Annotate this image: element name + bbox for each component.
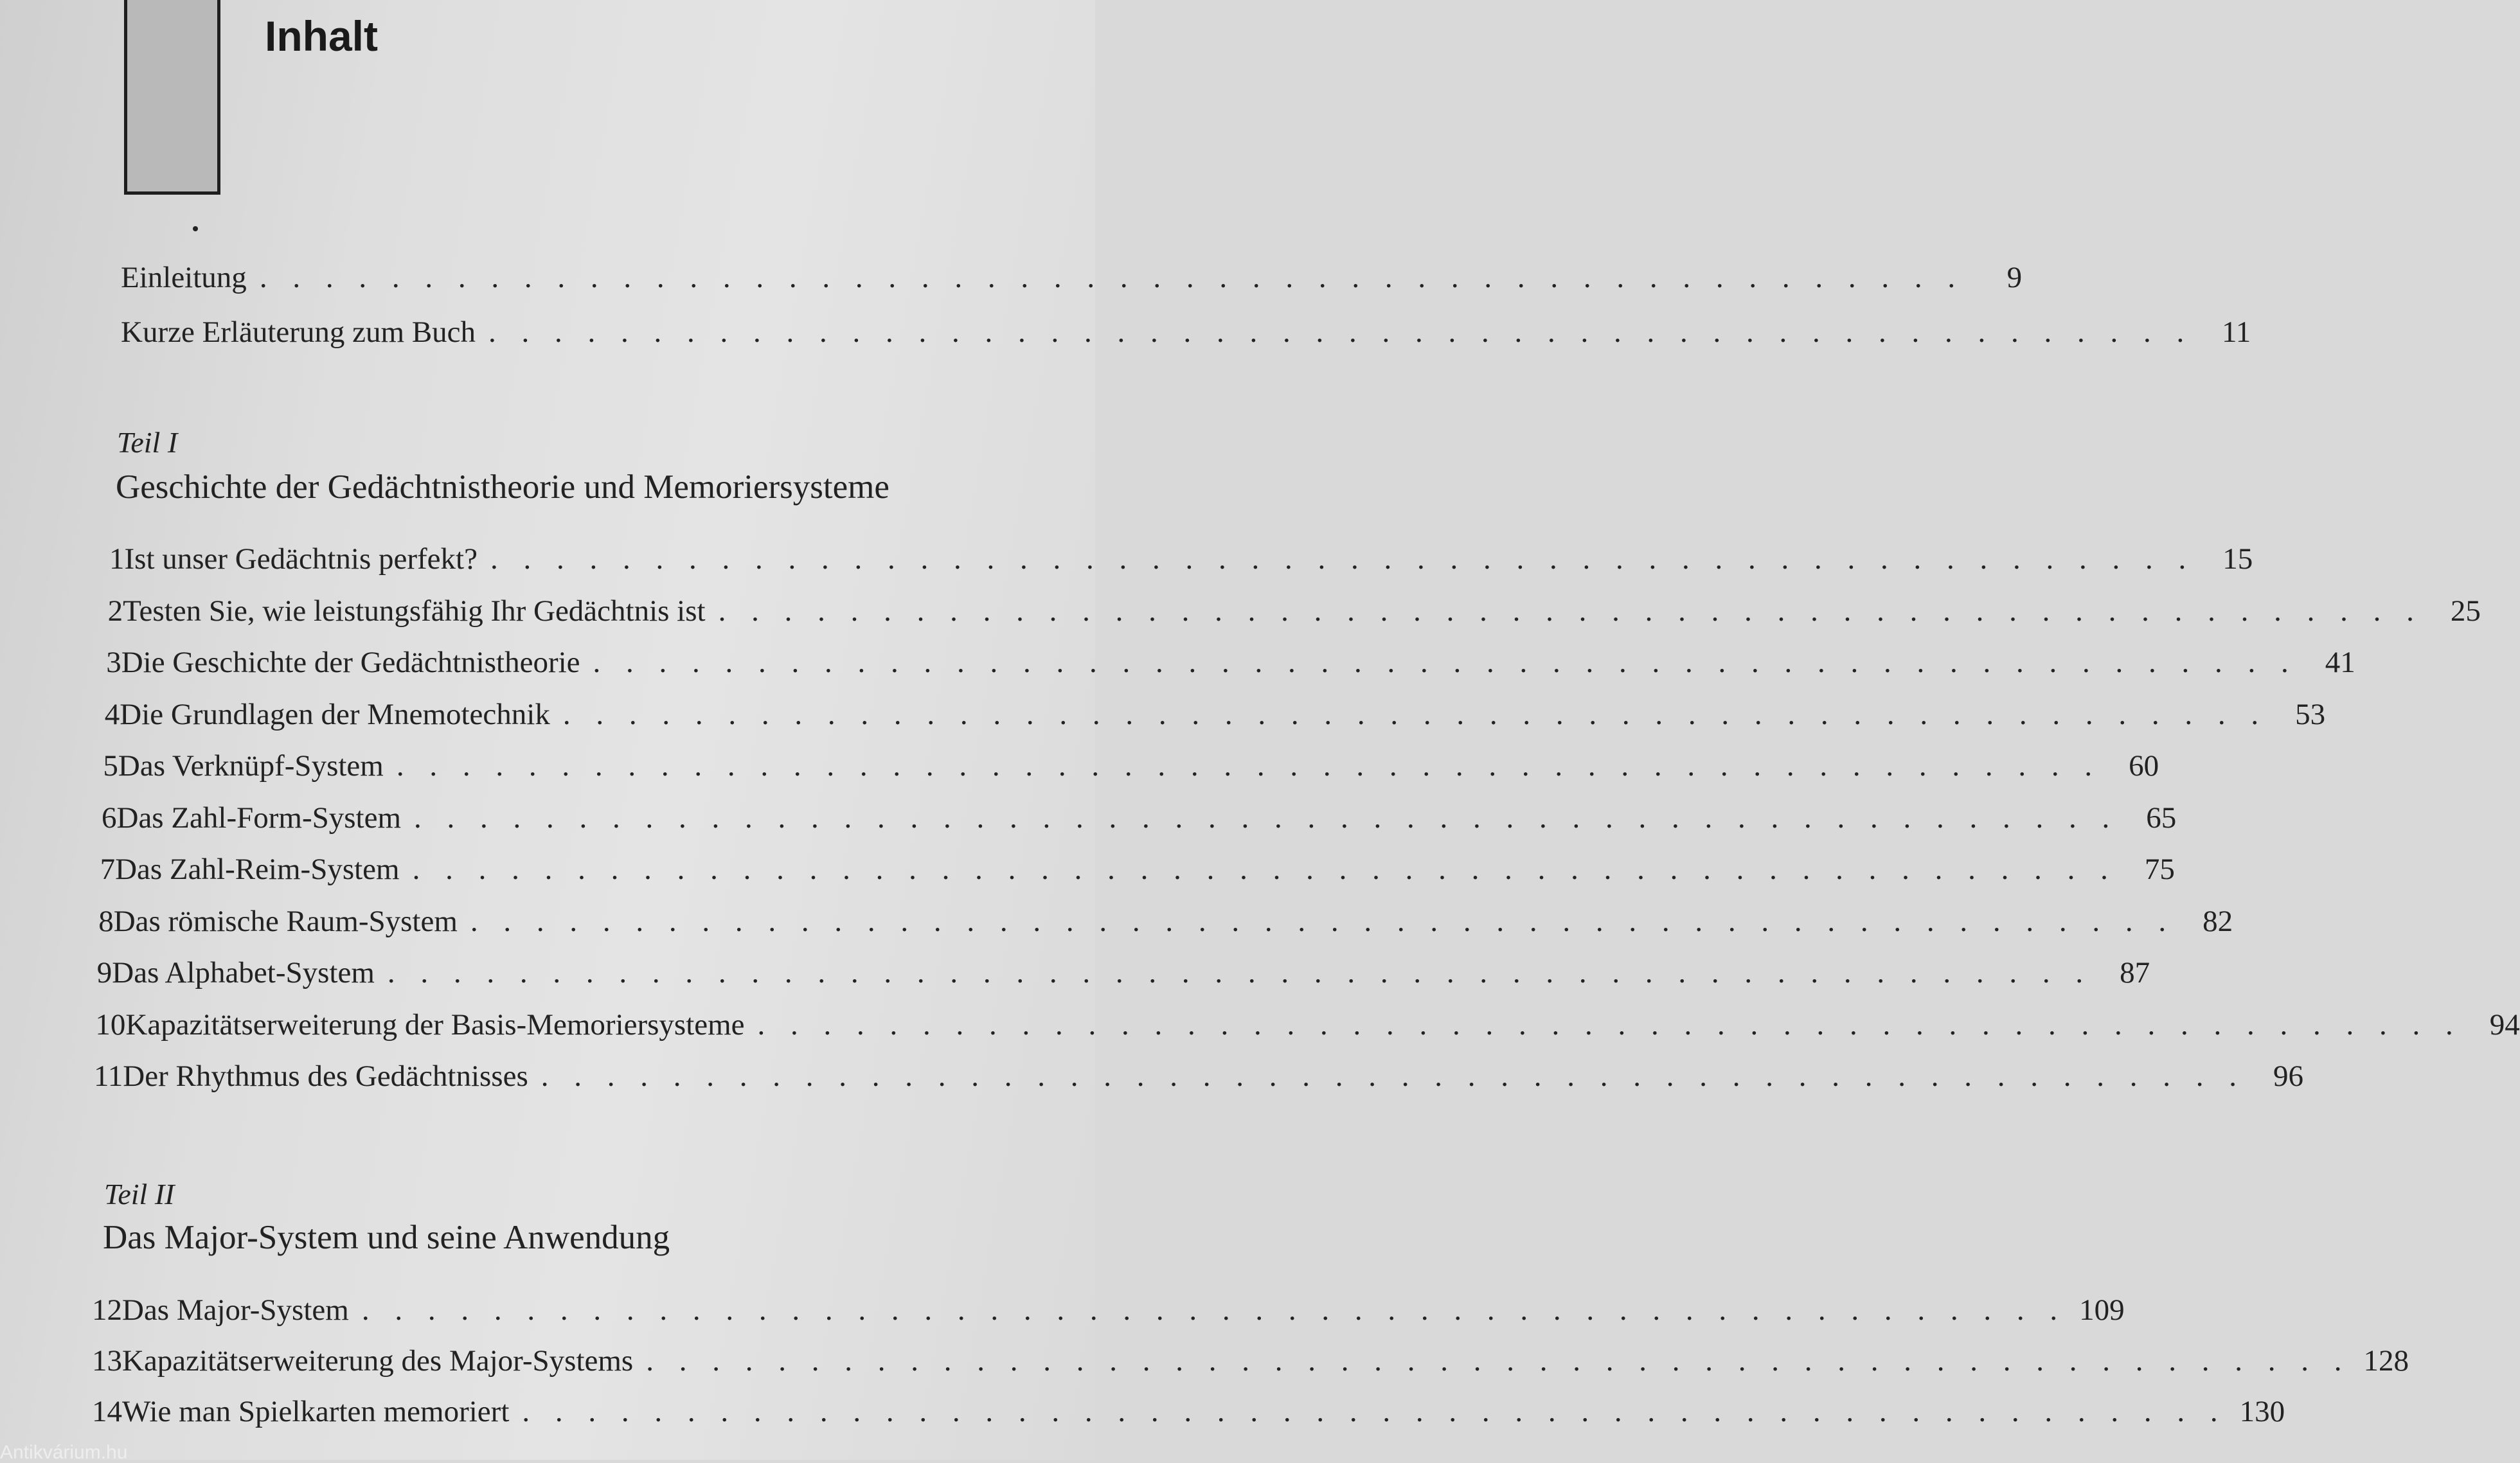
chapter-number: 10 [95,1007,126,1042]
chapter-number: 13 [92,1344,122,1378]
chapter-title: Das Zahl-Reim-System [115,853,400,886]
chapter-page: 25 [2450,594,2481,628]
toc-chapter-row [100,852,2175,887]
part-title: Das Major-System und seine Anwendung [103,1219,670,1256]
leader-dots: . . . . . . . . . . . . . . . . . . . . . . . . . . . . . . . . . . . . . . . . . . . . . . . . . . . . [490,542,2195,576]
part-title: Geschichte der Gedächtnistheorie und Memoriersysteme [116,468,889,506]
toc-entry [121,315,2251,350]
toc-chapter-row [104,697,2326,732]
leader-dots: . . . . . . . . . . . . . . . . . . . . . . . . . . . . . . . . . . . . . . . . . . . . . . . . . . . . [562,697,2268,731]
chapter-title: Wie man Spielkarten memoriert [122,1395,510,1428]
entry-label: Einleitung [121,261,247,294]
chapter-number: 7 [100,853,116,886]
toc-chapter-row [96,955,2150,990]
leader-dots: . . . . . . . . . . . . . . . . . . . . . . . . . . . . . . . . . . . . . . . . . . . . . . . . . . . . [414,801,2119,835]
toc-chapter-row [107,594,2481,628]
chapter-title: Das Verknüpf-System [118,749,384,783]
chapter-page: 128 [2363,1344,2409,1378]
chapter-title: Das Zahl-Form-System [116,801,402,835]
chapter-number: 9 [96,956,112,989]
leader-dots: . . . . . . . . . . . . . . . . . . . . . . . . . . . . . . . . . . . . . . . . . . . . . . . . . . . . [541,1060,2246,1093]
toc-chapter-row [109,542,2253,576]
leader-dots: . . . . . . . . . . . . . . . . . . . . . . . . . . . . . . . . . . . . . . . . . . . . . . . . . . . . [470,904,2176,938]
chapter-number: 8 [98,904,114,938]
toc-chapter-row [103,749,2159,783]
chapter-page: 60 [2129,749,2159,783]
leader-dots: . . . . . . . . . . . . . . . . . . . . . . . . . . . . . . . . . . . . . . . . . . . . . . . . . . . . [259,261,1965,294]
chapter-page: 41 [2325,646,2355,679]
chapter-number: 11 [94,1060,123,1093]
chapter-title: Das Alphabet-System [112,956,375,989]
chapter-marker-block [124,0,220,195]
leader-dots: . . . . . . . . . . . . . . . . . . . . . . . . . . . . . . . . . . . . . . . . . . . . . . . . . . . . [361,1293,2067,1327]
part-label: Teil II [104,1178,175,1210]
chapter-title: Das römische Raum-System [113,904,458,938]
toc-chapter-row [98,904,2233,939]
leader-dots: . . . . . . . . . . . . . . . . . . . . . . . . . . . . . . . . . . . . . . . . . . . . . . . . . . . . [757,1007,2462,1042]
entry-label: Kurze Erläuterung zum Buch [121,315,476,349]
toc-chapter-row [92,1293,2125,1327]
leader-dots: . . . . . . . . . . . . . . . . . . . . . . . . . . . . . . . . . . . . . . . . . . . . . . . . . . . . [396,749,2102,783]
chapter-number: 1 [109,542,125,576]
chapter-number: 4 [104,697,120,731]
chapter-page: 82 [2203,904,2233,938]
toc-entry [121,260,2023,295]
chapter-number: 6 [102,801,117,835]
ink-dot [193,226,198,231]
toc-chapter-row [95,1007,2520,1042]
leader-dots: . . . . . . . . . . . . . . . . . . . . . . . . . . . . . . . . . . . . . . . . . . . . . . . . . . . . [718,594,2423,628]
toc-chapter-row [92,1394,2285,1429]
leader-dots: . . . . . . . . . . . . . . . . . . . . . . . . . . . . . . . . . . . . . . . . . . . . . . . . . . . . [488,315,2194,349]
leader-dots: . . . . . . . . . . . . . . . . . . . . . . . . . . . . . . . . . . . . . . . . . . . . . . . . . . . . [412,853,2117,886]
chapter-page: 130 [2239,1395,2285,1428]
part-label: Teil I [117,426,178,459]
toc-chapter-row [94,1059,2303,1094]
chapter-title: Kapazitätserweiterung der Basis-Memoriersysteme [125,1007,745,1042]
chapter-title: Die Grundlagen der Mnemotechnik [120,697,550,731]
chapter-title: Ist unser Gedächtnis perfekt? [124,542,478,576]
chapter-page: 65 [2146,801,2177,835]
chapter-title: Testen Sie, wie leistungsfähig Ihr Gedächtnis ist [123,594,706,628]
chapter-number: 14 [92,1395,122,1428]
watermark: Antikvárium.hu [0,1442,128,1463]
chapter-number: 2 [107,594,123,628]
leader-dots: . . . . . . . . . . . . . . . . . . . . . . . . . . . . . . . . . . . . . . . . . . . . . . . . . . . . [646,1344,2351,1378]
entry-page: 11 [2222,315,2251,349]
entry-page: 9 [2006,261,2023,294]
page-title: Inhalt [265,12,378,60]
chapter-page: 94 [2489,1007,2520,1042]
chapter-page: 15 [2222,542,2253,576]
chapter-page: 87 [2120,956,2150,989]
toc-chapter-row [102,801,2177,835]
chapter-title: Die Geschichte der Gedächtnistheorie [121,646,580,679]
chapter-title: Kapazitätserweiterung des Major-Systems [122,1344,634,1378]
chapter-page: 109 [2079,1293,2125,1327]
chapter-page: 75 [2144,853,2175,886]
chapter-page: 96 [2273,1060,2303,1093]
chapter-title: Das Major-System [122,1293,349,1327]
chapter-number: 12 [92,1293,122,1327]
toc-chapter-row [92,1343,2409,1378]
chapter-number: 5 [103,749,118,783]
toc-chapter-row [106,645,2355,680]
chapter-page: 53 [2295,697,2326,731]
leader-dots: . . . . . . . . . . . . . . . . . . . . . . . . . . . . . . . . . . . . . . . . . . . . . . . . . . . . [387,956,2093,989]
leader-dots: . . . . . . . . . . . . . . . . . . . . . . . . . . . . . . . . . . . . . . . . . . . . . . . . . . . . [593,646,2298,679]
chapter-title: Der Rhythmus des Gedächtnisses [123,1060,528,1093]
leader-dots: . . . . . . . . . . . . . . . . . . . . . . . . . . . . . . . . . . . . . . . . . . . . . . . . . . . . [522,1395,2227,1428]
chapter-number: 3 [106,646,121,679]
